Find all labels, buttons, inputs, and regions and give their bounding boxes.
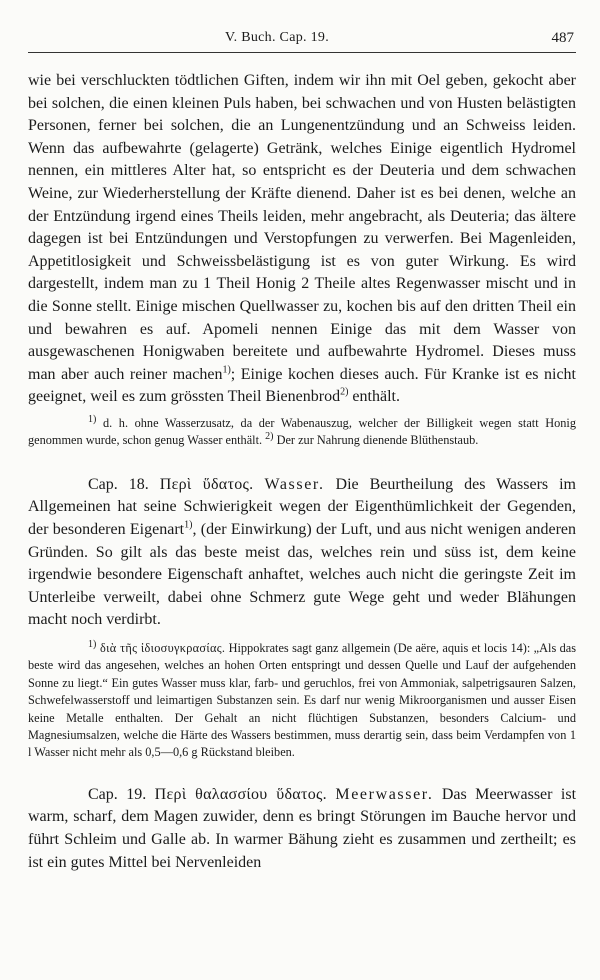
section-cap-19	[28, 784, 576, 874]
section-cap-18	[28, 474, 576, 632]
footnote-marker-2: 2)	[265, 431, 274, 443]
footnote-ref-1: 1)	[222, 364, 231, 376]
footnote-ref-3: 1)	[184, 519, 193, 531]
footnote-text-1: d. h. ohne Wasserzusatz, da der Wabenauszug, welcher der Billigkeit wegen statt Honig genommen wurde, schon genug Wasser enthält.	[28, 415, 576, 448]
footnote-text-2: Der zur Nahrung dienende Blüthenstaub.	[273, 433, 479, 448]
paragraph-hydromel	[28, 70, 576, 409]
footnote-ref-2: 2)	[340, 386, 349, 398]
footnote-marker-1: 1)	[88, 413, 97, 425]
section-text: Die Beurtheilung des Wassers im Allgemeinen hat seine Schwierigkeit wegen der Eigenthümlichkeit der Gegenden, der besonderen Eigenart	[28, 475, 576, 538]
header-rule	[28, 52, 576, 53]
footnote-text-3: Hippokrates sagt ganz allgemein (De aëre, aquis et locis 14): „Als das beste wird das angesehen, welches an hohen Orten entspringt und dessen Quelle und Lauf der aufgehenden Sonne zu liegt.“ Ein gutes Wasser muss klar, farb- und geruchlos, frei von Ammoniak, salpetrigsauren Salzen, Schwefelwasserstoff und leimartigen Substanzen sein. Es darf nur wenig Mikroorganismen und ausser Eisen keine Metalle enthalten. Der Gehalt an nicht flüchtigen Substanzen, besonders Calcium- und Magnesiumsalzen, welche die Härte des Wassers bestimmen, muss derartig sein, dass beim Verdampfen von 1 l Wasser nicht mehr als 0,5—0,6 g Rückstand bleiben.	[28, 640, 576, 760]
section-label-19: Cap. 19.	[88, 785, 147, 803]
footnote-greek: διὰ τῆς ἰδιοσυγκρασίας.	[96, 640, 226, 655]
page-content	[28, 70, 576, 874]
page-number: 487	[551, 30, 574, 46]
footnote-marker-3: 1)	[88, 638, 97, 650]
paragraph-text: wie bei verschluckten tödtlichen Giften, indem wir ihn mit Oel geben, gekocht aber bei solchen, die einen kleinen Puls haben, bei schwachen und von Husten belästigten Personen, ferner bei solchen, die an Lungenentzündung und an Schweiss leiden. Wenn das aufbewahrte (gelagerte) Getränk, welches Einige eigentlich Hydromel nennen, ein mittleres Alter hat, so entspricht es der Deuteria und dem schwachen Weine, zur Wiederherstellung der Kräfte dienend. Daher ist es bei denen, welche an der Entzündung irgend eines Theils leiden, mehr angebracht, als Deuteria; das ältere dagegen ist bei Entzündungen und Verstopfungen zu verwerfen. Bei Magenleiden, Appetitlosigkeit und Schweissbelästigung ist es von guter Wirkung. Es wird dargestellt, indem man zu 1 Theil Honig 2 Theile altes Regenwasser mischt und in die Sonne stellt. Einige mischen Quellwasser zu, kochen bis auf den dritten Theil ein und bewahren es auf. Apomeli nennen Einige das mit dem Wasser von ausgewaschenen Honigwaben bereitete und aufbewahrte Hydromel. Dieses muss man aber auch reiner machen	[28, 72, 576, 383]
section-label: Cap. 18.	[88, 475, 149, 493]
paragraph-text-mid: ; Einige kochen dieses auch. Für Kranke ist es nicht geeignet, weil es zum grössten Theil Bienenbrod	[28, 365, 577, 406]
section-greek-heading: Περὶ ὕδατος.	[159, 475, 254, 493]
footnote-block-1	[28, 415, 576, 450]
running-title: V. Buch. Cap. 19.	[225, 30, 330, 45]
section-greek-heading-19: Περὶ θαλασσίου ὕδατος.	[154, 785, 327, 803]
section-title: Wasser.	[264, 475, 325, 493]
section-text-19: Das Meerwasser ist warm, scharf, dem Magen zuwider, denn es bringt Störungen im Bauche hervor und führt Schleim und Galle ab. In warmer Bähung zieht es zusammen und zertheilt; es ist ein gutes Mittel bei Nervenleiden	[28, 785, 577, 871]
paragraph-text-end: enthält.	[348, 388, 400, 406]
footnote-block-2	[28, 640, 576, 762]
section-text-cont: , (der Einwirkung) der Luft, und aus nicht wenigen anderen Gründen. So gilt als das beste meist das, welches rein und süss ist, dem keine irgendwie besondere Eigenschaft anhaftet, welches auch nicht die geringste Zeit im Unterleibe verweilt, dabei ohne Schmerz gute Wege geht und weder Blähungen macht noch verdirbt.	[28, 520, 577, 629]
page-header	[0, 30, 600, 54]
section-title-19: Meerwasser.	[335, 785, 434, 803]
